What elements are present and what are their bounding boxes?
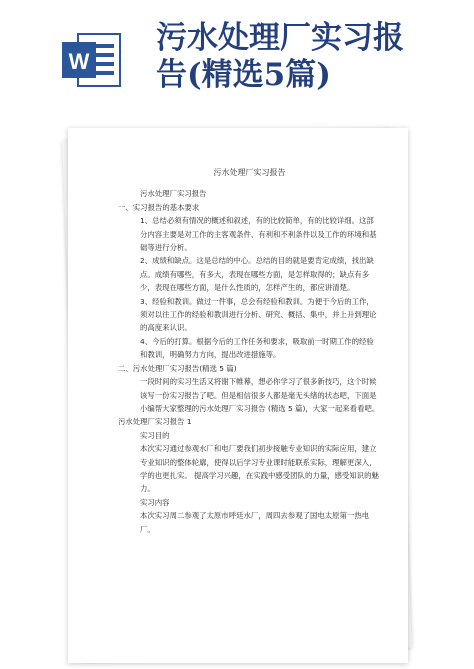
header-banner: [0, 0, 474, 110]
document-paragraph: 2、成绩和缺点。这是总结的中心。总结的目的就是要肯定成绩，找出缺点。成绩有哪些，有多大，表现在哪些方面，是怎样取得的；缺点有多少，表现在哪些方面，是什么性质的，怎样产生的，都应讲清楚。: [140, 256, 374, 293]
document-paragraph: 4、今后的打算。根据今后的工作任务和要求，吸取前一时期工作的经验和教训，明确努力方向，提出改进措施等。: [140, 336, 374, 360]
title-line-2: 告(精选5篇): [156, 57, 331, 93]
word-document-icon: [60, 28, 124, 92]
title-line-1: 污水处理厂实习报: [156, 20, 404, 56]
page-title: [156, 20, 456, 94]
document-paragraph: 本次实习周二参观了太原市呼廷水厂，周四去参观了国电太原第一热电厂。: [140, 511, 370, 534]
subsection-label: 实习内容: [140, 497, 170, 507]
section-heading: 一、实习报告的基本要求: [118, 202, 200, 212]
section-heading: 二、污水处理厂实习报告(精选 5 篇): [118, 363, 237, 373]
document-body: [118, 166, 381, 536]
subsection-heading: 污水处理厂实习报告 1: [118, 417, 192, 427]
svg-text:W: W: [68, 49, 90, 74]
document-paragraph: 1、总结必须有情况的概述和叙述，有的比较简单，有的比较详细。这部分内容主要是对工作的主客观条件、有利和不利条件以及工作的环境和基础等进行分析。: [140, 216, 377, 253]
document-paragraph: 3、经验和教训。做过一件事，总会有经验和教训。为便于今后的工作，须对以往工作的经验和教训进行分析、研究、概括、集中，并上升到理论的高度来认识。: [140, 296, 377, 333]
subsection-label: 实习目的: [140, 430, 170, 440]
document-paragraph: 一段时间的实习生活又将谢下帷幕，想必你学习了很多新技巧，这个时候该写一份实习报告了吧。但是相信很多人都是毫无头绪的状态吧，下面是小编帮大家整理的污水处理厂实习报告 (精选 5 篇)，大家一起来看看吧。: [140, 377, 380, 413]
document-paragraph: 污水处理厂实习报告: [140, 189, 207, 199]
document-heading: 污水处理厂实习报告: [213, 168, 286, 177]
document-paragraph: 本次实习通过参观水厂和电厂要我们初步接触专业知识的实际应用，建立专业知识的整体轮廓，使得以后学习专业课时能联系实际，理解更深入，学的也更扎实。 提高学习兴趣，在实践中感受团队的力量，感受知识的魅力。: [140, 444, 379, 494]
